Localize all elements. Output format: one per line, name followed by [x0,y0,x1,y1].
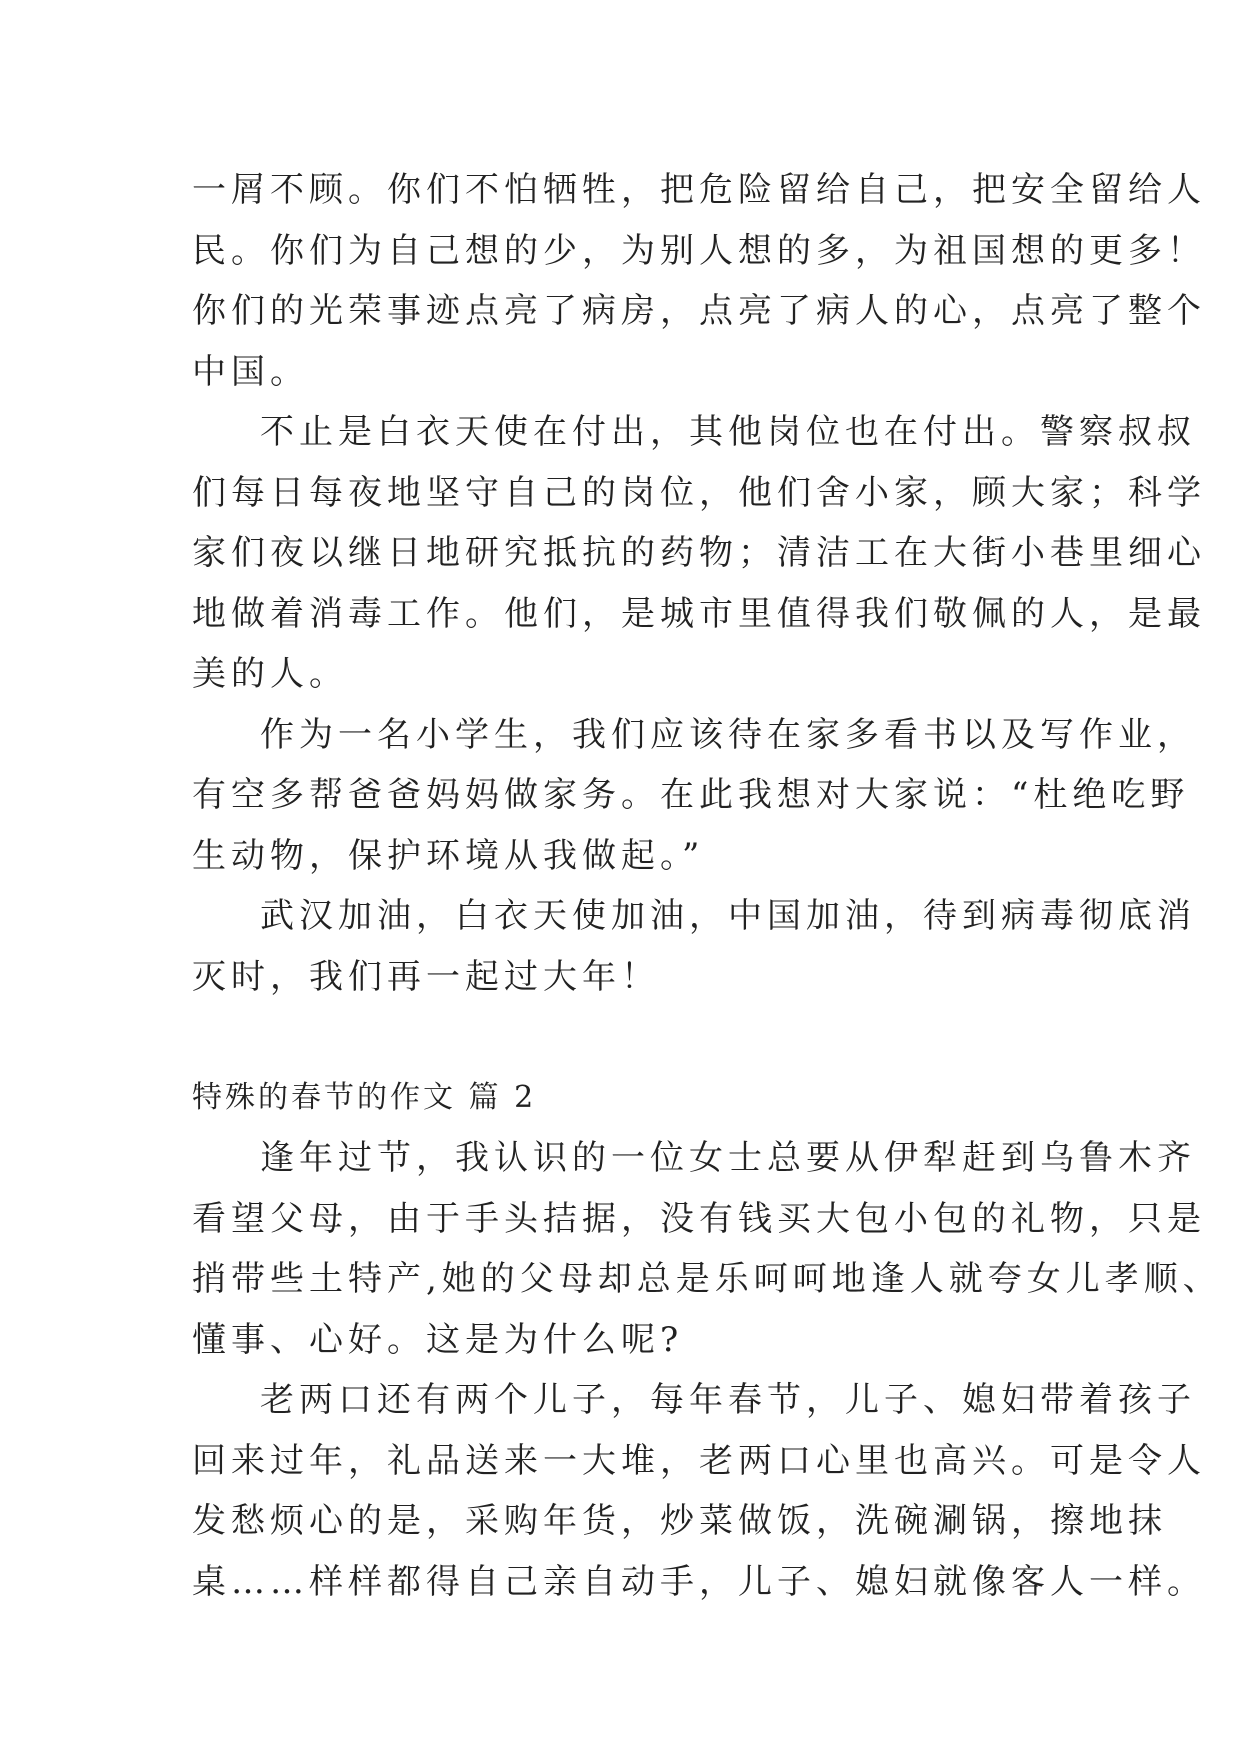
text-line: 捎带些土特产,她的父母却总是乐呵呵地逢人就夸女儿孝顺、 [192,1259,1222,1299]
document-body [192,160,1222,1612]
blank-line [192,1007,1072,1068]
text-line: 们每日每夜地坚守自己的岗位，他们舍小家，顾大家；科学 [192,472,1206,513]
text-line: 不止是白衣天使在付出，其他岗位也在付出。警察叔叔 [260,412,1196,452]
text-line: 懂事、心好。这是为什么呢? [192,1319,684,1360]
text-line: 家们夜以继日地研究抵抗的药物；清洁工在大街小巷里细心 [192,533,1206,573]
text-line: 作为一名小学生，我们应该待在家多看书以及写作业， [260,714,1196,755]
text-line: 美的人。 [192,654,348,694]
text-line: 一屑不顾。你们不怕牺牲，把危险留给自己，把安全留给人 [192,170,1206,210]
text-line: 地做着消毒工作。他们，是城市里值得我们敬佩的人，是最 [192,593,1206,634]
text-line: 有空多帮爸爸妈妈做家务。在此我想对大家说：“杜绝吃野 [192,775,1190,815]
text-line: 发愁烦心的是，采购年货，炒菜做饭，洗碗涮锅，擦地抹 [192,1501,1167,1541]
text-line: 老两口还有两个儿子，每年春节，儿子、媳妇带着孩子 [260,1380,1196,1420]
section-heading: 特殊的春节的作文 篇 2 [192,1079,537,1115]
paragraph [192,402,1206,705]
text-line: 回来过年，礼品送来一大堆，老两口心里也高兴。可是令人 [192,1440,1206,1481]
paragraph [192,886,1196,1007]
text-line: 生动物，保护环境从我做起。” [192,835,705,876]
text-line: 民。你们为自己想的少，为别人想的多，为祖国想的更多！ [192,230,1206,271]
text-line: 武汉加油，白衣天使加油，中国加油，待到病毒彻底消 [260,896,1196,936]
text-line: 看望父母，由于手头拮据，没有钱买大包小包的礼物，只是 [192,1198,1206,1239]
text-line: 逢年过节，我认识的一位女士总要从伊犁赶到乌鲁木齐 [260,1138,1196,1178]
paragraph [192,160,1206,402]
paragraph [192,1128,1222,1370]
paragraph [192,1370,1206,1612]
text-line: 中国。 [192,351,309,392]
text-line: 灭时，我们再一起过大年！ [192,956,660,997]
paragraph [192,705,1196,887]
text-line: 桌……样样都得自己亲自动手，儿子、媳妇就像客人一样。 [192,1561,1206,1602]
text-line: 你们的光荣事迹点亮了病房，点亮了病人的心，点亮了整个 [192,291,1206,331]
